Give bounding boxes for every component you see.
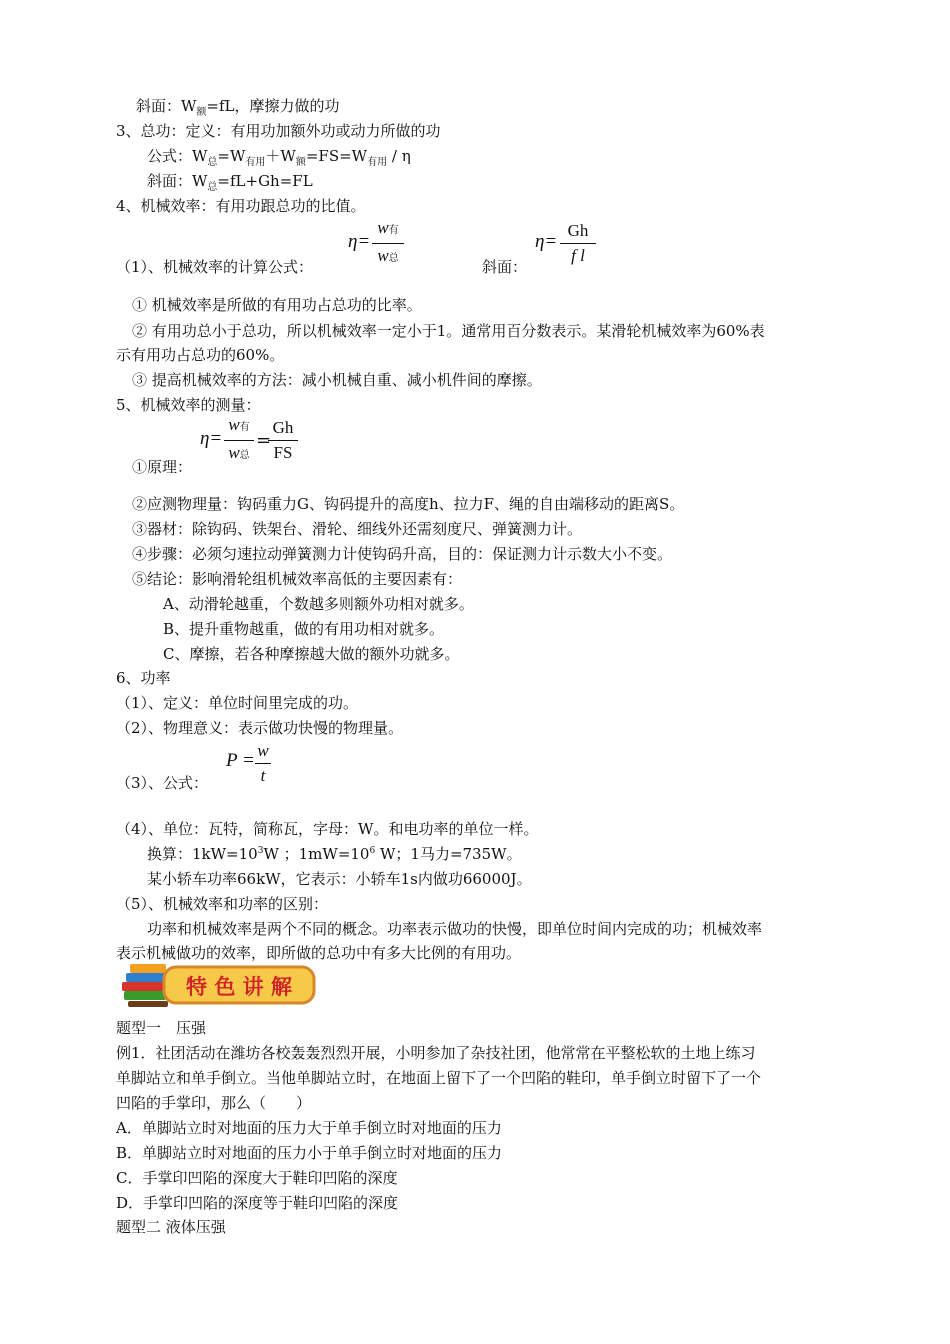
power-fraction: w t [255,740,271,787]
power-heading: 6、功率 [116,669,171,687]
principle-label: ①原理： [132,458,193,476]
unit-conversion: 换算：$1kW=10^3W$ ；$1mW=10^6$ W；1马力=735W。 [147,845,522,863]
banner-title: 特 色 讲 解 [186,975,292,999]
conclusion-b: B、提升重物越重，做的有用功相对就多。 [163,620,445,638]
note-1: ① 机械效率是所做的有用功占总功的比率。 [132,296,422,314]
slope-extra-work-line: 斜面：$W_额=fL$，摩擦力做的功 [136,97,340,118]
conclusion-a: A、动滑轮越重，个数越多则额外功相对就多。 [163,595,474,613]
power-meaning: （2）、物理意义：表示做功快慢的物理量。 [116,719,404,737]
total-work-definition: 3、总功：定义：有用功加额外功或动力所做的功 [116,122,441,140]
difference-heading: （5）、机械效率和功率的区别： [116,895,329,913]
equals-sign: = [256,430,272,451]
power-formula-label: （3）、公式： [116,774,209,792]
eta-symbol-principle: η= [200,428,223,449]
measurement-heading: 5、机械效率的测量： [116,396,261,414]
slope-label: 斜面： [482,258,528,276]
car-power-example: 某小轿车功率66kW，它表示：小轿车1s内做功66000J。 [147,870,532,888]
feature-banner [118,961,318,1011]
conclusion-c: C、摩擦，若各种摩擦越大做的额外功就多。 [163,645,460,663]
slope-efficiency-fraction: Gh f l [560,220,596,267]
principle-fraction-2: Gh FS [268,417,298,464]
option-c: C．手掌印凹陷的深度大于鞋印凹陷的深度 [116,1169,398,1187]
principle-fraction-1: w有 w总 [224,414,254,467]
note-3: ③ 提高机械效率的方法：减小机械自重、减小机件间的摩擦。 [132,371,542,389]
difference-text-1: 功率和机械效率是两个不同的概念。功率表示做功的快慢，即单位时间内完成的功；机械效率 [147,920,763,938]
example-1-line-3: 凹陷的手掌印，那么（ ） [116,1094,312,1112]
question-type-1: 题型一 压强 [116,1019,207,1037]
option-d: D．手掌印凹陷的深度等于鞋印凹陷的深度 [116,1194,399,1212]
efficiency-formula-label: （1）、机械效率的计算公式： [116,258,314,276]
measured-quantities: ②应测物理量：钩码重力G、钩码提升的高度h、拉力F、绳的自由端移动的距离S。 [132,495,685,513]
note-2-cont: 示有用功占总功的60%。 [116,346,285,364]
steps: ④步骤：必须匀速拉动弹簧测力计使钩码升高，目的：保证测力计示数大小不变。 [132,545,673,563]
slope-total-work-formula: 斜面：$W_总=fL+Gh=FL$ [147,172,313,193]
total-work-formula: 公式：$W_总=W_{有用}+W_额=FS=W_{有用} / \eta$ [147,147,411,168]
eta-symbol: η= [348,231,371,252]
example-1-line-1: 例1．社团活动在潍坊各校轰轰烈烈开展，小明参加了杂技社团，他常常在平整松软的土地上练习 [116,1044,756,1062]
power-symbol: P = [226,750,255,771]
efficiency-fraction: w有 w总 [372,217,404,270]
option-b: B．单脚站立时对地面的压力小于单手倒立时对地面的压力 [116,1144,503,1162]
difference-text-2: 表示机械做功的效率，即所做的总功中有多大比例的有用功。 [116,944,522,962]
power-definition: （1）、定义：单位时间里完成的功。 [116,694,359,712]
power-unit: （4）、单位：瓦特，简称瓦，字母：W。和电功率的单位一样。 [116,820,539,838]
eta-symbol-slope: η= [535,231,558,252]
option-a: A．单脚站立时对地面的压力大于单手倒立时对地面的压力 [116,1119,502,1137]
conclusion: ⑤结论：影响滑轮组机械效率高低的主要因素有： [132,570,463,588]
books-icon [122,964,168,1007]
note-2: ② 有用功总小于总功，所以机械效率一定小于1。通常用百分数表示。某滑轮机械效率为60%表 [132,322,765,340]
question-type-2: 题型二 液体压强 [116,1218,226,1236]
efficiency-heading: 4、机械效率：有用功跟总功的比值。 [116,197,366,215]
example-1-line-2: 单脚站立和单手倒立。当他单脚站立时，在地面上留下了一个凹陷的鞋印，单手倒立时留下了一个 [116,1069,762,1087]
equipment: ③器材：除钩码、铁架台、滑轮、细线外还需刻度尺、弹簧测力计。 [132,520,583,538]
